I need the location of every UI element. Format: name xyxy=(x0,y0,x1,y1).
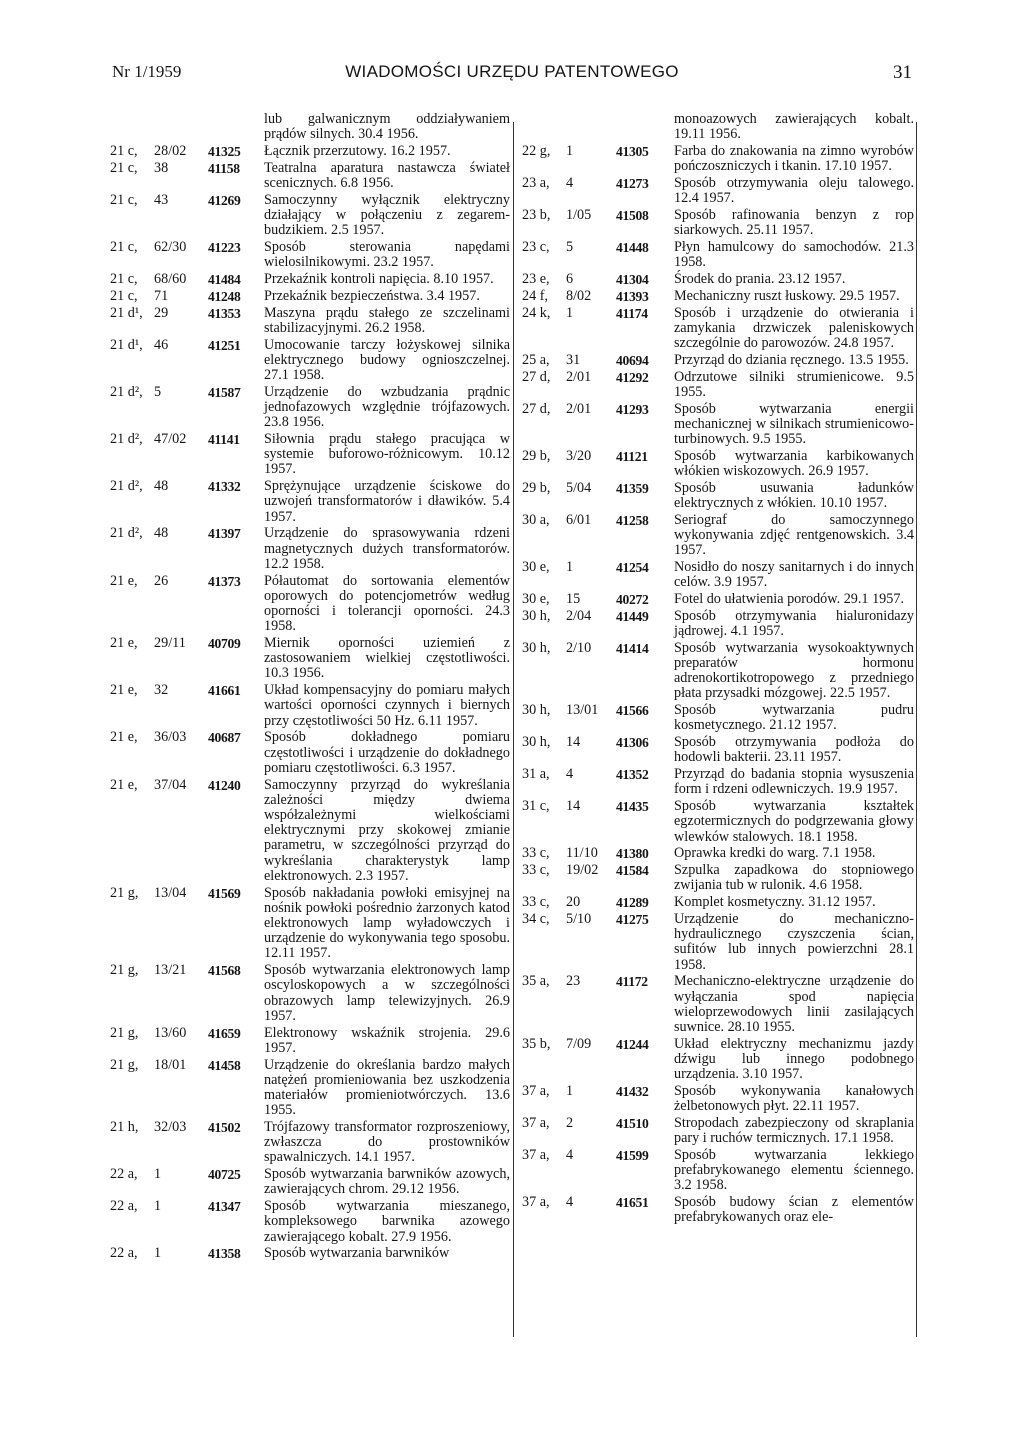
journal-title: WIADOMOŚCI URZĘDU PATENTOWEGO xyxy=(345,62,679,81)
patent-entry xyxy=(522,513,914,559)
patent-group: 5/04 xyxy=(566,479,592,496)
patent-group: 13/04 xyxy=(154,884,187,901)
patent-entry xyxy=(522,353,914,368)
patent-group: 14 xyxy=(566,798,581,815)
patent-title: Płyn hamulcowy do samochodów. 21.3 1958. xyxy=(674,239,914,271)
patent-group: 68/60 xyxy=(154,271,187,287)
patent-number: 41353 xyxy=(208,305,241,321)
patent-number: 41347 xyxy=(208,1199,241,1215)
patent-class: 22 g, xyxy=(522,143,551,159)
patent-group: 15 xyxy=(566,591,581,607)
patent-title: Sposób wytwarzania mieszanego, kompleksowego barwnika azowego zawierającego kobalt. 27.9 1956. xyxy=(264,1198,510,1245)
patent-number: 41373 xyxy=(208,573,241,589)
patent-number: 41289 xyxy=(616,895,649,911)
patent-group: 6 xyxy=(566,271,574,287)
patent-class: 21 e, xyxy=(110,729,138,746)
patent-group: 6/01 xyxy=(566,511,592,528)
patent-class: 29 b, xyxy=(522,479,551,496)
column-divider-right xyxy=(916,122,917,1337)
patent-number: 41258 xyxy=(616,512,649,528)
patent-entry xyxy=(110,432,510,478)
patent-number: 41306 xyxy=(616,735,649,751)
patent-group: 1 xyxy=(566,304,574,321)
patent-group: 2/10 xyxy=(566,639,592,656)
patent-group: 2/04 xyxy=(566,607,592,624)
patent-title: Sposób wytwarzania energii mechanicznej w silnikach strumienicowo-turbinowych. 9.5 1955. xyxy=(674,400,914,447)
patent-entry xyxy=(110,683,510,729)
patent-class: 21 c, xyxy=(110,239,138,255)
patent-title: Samoczynny przyrząd do wykreślania zależności między dwiema współzależnymi wielkościami elektrycznymi przy skokowej zmianie parametru, w szczególności przyrząd do wykreślania charakterystyk lamp elektronowych. 2.3 1957. xyxy=(264,776,510,884)
patent-group: 13/21 xyxy=(154,962,187,979)
patent-group: 1/05 xyxy=(566,207,592,223)
patent-class: 21 g, xyxy=(110,884,139,901)
patent-entry xyxy=(522,289,914,304)
patent-title: Sposób wytwarzania karbikowanych włókien wiskozowych. 26.9 1957. xyxy=(674,447,914,479)
patent-title: Miernik oporności uziemień z zastosowaniem wielkiej częstotliwości. 10.3 1956. xyxy=(264,635,510,682)
patent-group: 2/01 xyxy=(566,368,592,385)
patent-group: 1 xyxy=(566,1083,574,1100)
patent-number: 41174 xyxy=(616,305,648,321)
patent-number: 41587 xyxy=(208,384,241,400)
patent-entry xyxy=(110,526,510,572)
patent-number: 41661 xyxy=(208,683,241,699)
patent-class: 21 e, xyxy=(110,572,138,589)
patent-entry xyxy=(522,402,914,448)
patent-group: 5 xyxy=(154,383,162,400)
patent-entry xyxy=(522,1116,914,1146)
patent-group: 29 xyxy=(154,304,169,321)
patent-number: 41244 xyxy=(616,1036,649,1052)
patent-class: 23 e, xyxy=(522,271,550,287)
patent-title: Szpulka zapadkowa do stopniowego zwijania tub w rulonik. 4.6 1958. xyxy=(674,862,914,894)
patent-group: 13/60 xyxy=(154,1024,187,1041)
patent-entry xyxy=(522,370,914,400)
patent-class: 37 a, xyxy=(522,1115,550,1132)
patent-class: 30 a, xyxy=(522,511,550,528)
patent-title: Fotel do ułatwienia porodów. 29.1 1957. xyxy=(674,591,904,607)
patent-class: 22 a, xyxy=(110,1245,138,1262)
patent-number: 41380 xyxy=(616,846,649,862)
patent-class: 21 d¹, xyxy=(110,336,143,353)
patent-class: 30 h, xyxy=(522,734,551,751)
patent-title: Mechaniczno-elektryczne urządzenie do wyłączania spod napięcia wieloprzewodowych linii zasilających suwnice. 28.10 1955. xyxy=(674,973,914,1036)
patent-title: Sposób wytwarzania wysokoaktywnych preparatów hormonu adrenokortikotropowego z przedniego płata przysadki mózgowej. 22.5 1957. xyxy=(674,639,914,702)
patent-title: Siłownia prądu stałego pracująca w systemie buforowo-różnicowym. 10.12 1957. xyxy=(264,431,510,478)
patent-title: Półautomat do sortowania elementów oporowych do potencjometrów według oporności i tolerancji oporności. 24.3 1958. xyxy=(264,572,510,635)
patent-number: 41248 xyxy=(208,288,241,304)
patent-entry xyxy=(522,176,914,206)
patent-title: Przekaźnik bezpieczeństwa. 3.4 1957. xyxy=(264,287,480,304)
patent-group: 32/03 xyxy=(154,1119,187,1136)
patent-title: Mechaniczny ruszt łuskowy. 29.5 1957. xyxy=(674,287,900,304)
patent-title: Przyrząd do badania stopnia wysuszenia form i rdzeni odlewniczych. 19.9 1957. xyxy=(674,766,914,798)
patent-number: 41414 xyxy=(616,640,649,656)
patent-group: 71 xyxy=(154,287,169,304)
patent-number: 40709 xyxy=(208,636,241,652)
patent-title: Urządzenie do mechaniczno-hydraulicznego czyszczenia ścian, sufitów lub innych powierzchni 28.1 1958. xyxy=(674,911,914,973)
patent-title: Sposób wykonywania kanałowych żelbetonowych płyt. 22.11 1957. xyxy=(674,1083,914,1115)
patent-entry xyxy=(522,846,914,861)
patent-entry xyxy=(110,289,510,304)
patent-class: 33 c, xyxy=(522,862,550,879)
patent-entry xyxy=(110,479,510,525)
patent-class: 30 h, xyxy=(522,639,551,656)
patent-title: lub galwanicznym oddziaływaniem prądów silnych. 30.4 1956. xyxy=(264,111,510,143)
patent-class: 21 d¹, xyxy=(110,304,143,321)
patent-entry xyxy=(522,799,914,845)
patent-class: 24 f, xyxy=(522,287,549,304)
patent-number: 41240 xyxy=(208,777,241,793)
patent-group: 5 xyxy=(566,239,574,255)
patent-title: Trójfazowy transformator rozproszeniowy, zwłaszcza do prostowników spawalniczych. 14.1 1957. xyxy=(264,1119,510,1166)
patent-number: 41508 xyxy=(616,208,649,223)
patent-group: 43 xyxy=(154,191,169,208)
patent-number: 41359 xyxy=(616,480,649,496)
patent-group: 48 xyxy=(154,525,169,542)
patent-title: Sposób usuwania ładunków elektrycznych z włókien. 10.10 1957. xyxy=(674,479,914,511)
patent-title: Sposób dokładnego pomiaru częstotliwości i urządzenie do dokładnego pomiaru częstotliwości. 6.3 1957. xyxy=(264,729,510,776)
patent-entry xyxy=(110,574,510,635)
patent-group: 46 xyxy=(154,336,169,353)
patent-title: Urządzenie do określania bardzo małych natężeń promieniowania bez uszkodzenia materiałów promieniotwórczych. 13.6 1955. xyxy=(264,1056,510,1119)
patent-group: 20 xyxy=(566,894,581,911)
patent-number: 41435 xyxy=(616,799,649,815)
patent-entry xyxy=(522,306,914,352)
patent-class: 25 a, xyxy=(522,351,550,368)
patent-title: Stropodach zabezpieczony od skraplania pary i ruchów termicznych. 17.1 1958. xyxy=(674,1115,914,1147)
patent-title: Sposób nakładania powłoki emisyjnej na nośnik powłoki pośrednio żarzonych katod elektronowych lamp wyładowczych i urządzenie do wykonywania tego sposobu. 12.11 1957. xyxy=(264,884,510,962)
patent-entry xyxy=(110,338,510,384)
patent-number: 41269 xyxy=(208,192,241,208)
patent-title: Sposób otrzymywania podłoża do hodowli bakterii. 23.11 1957. xyxy=(674,734,914,766)
patent-title: Seriograf do samoczynnego wykonywania zdjęć rentgenowskich. 3.4 1957. xyxy=(674,511,914,559)
patent-class: 21 c, xyxy=(110,287,138,304)
patent-class: 21 e, xyxy=(110,682,138,699)
patent-group: 4 xyxy=(566,1147,574,1164)
patent-class: 27 d, xyxy=(522,400,551,417)
patent-entry xyxy=(110,240,510,270)
patent-title: Sposób otrzymywania hialuronidazy jądrowej. 4.1 1957. xyxy=(674,607,914,639)
patent-number: 41510 xyxy=(616,1116,649,1132)
page-header xyxy=(112,62,912,90)
patent-group: 1 xyxy=(566,559,574,575)
patent-class: 21 g, xyxy=(110,1024,139,1041)
patent-class: 22 a, xyxy=(110,1166,138,1183)
patent-entry xyxy=(522,974,914,1035)
patent-group: 3/20 xyxy=(566,447,592,464)
patent-number: 41569 xyxy=(208,885,241,901)
patent-title: Samoczynny wyłącznik elektryczny działający w połączeniu z zegarem-budzikiem. 2.5 1957. xyxy=(264,191,510,239)
patent-number: 41304 xyxy=(616,272,649,287)
patent-entry xyxy=(522,912,914,973)
patent-entry xyxy=(110,272,510,287)
patent-group: 4 xyxy=(566,1194,574,1211)
patent-entry xyxy=(110,1199,510,1245)
page-number: 31 xyxy=(893,62,912,83)
patent-entry xyxy=(110,1120,510,1166)
patent-number: 40272 xyxy=(616,592,649,607)
patent-group: 11/10 xyxy=(566,845,598,862)
patent-class: 37 a, xyxy=(522,1083,550,1100)
patent-title: Maszyna prądu stałego ze szczelinami stabilizacyjnymi. 26.2 1958. xyxy=(264,304,510,336)
patent-entry xyxy=(110,1058,510,1119)
patent-entry xyxy=(110,1246,510,1261)
patent-number: 41305 xyxy=(616,144,649,159)
patent-entry xyxy=(522,895,914,910)
patent-title: monoazowych zawierających kobalt. 19.11 1956. xyxy=(674,111,914,143)
patent-entry xyxy=(110,112,510,142)
patent-group: 48 xyxy=(154,478,169,495)
patent-number: 41568 xyxy=(208,963,241,979)
patent-number: 41121 xyxy=(616,448,648,464)
patent-group: 32 xyxy=(154,682,169,699)
patent-title: Nosidło do noszy sanitarnych i do innych celów. 3.9 1957. xyxy=(674,559,914,591)
patent-group: 1 xyxy=(154,1198,162,1215)
patent-entry xyxy=(110,778,510,884)
patent-class: 31 a, xyxy=(522,766,550,783)
patent-class: 23 a, xyxy=(522,175,550,191)
patent-title: Umocowanie tarczy łożyskowej silnika elektrycznego budowy ognioszczelnej. 27.1 1958. xyxy=(264,336,510,383)
patent-entry xyxy=(522,863,914,893)
patent-number: 41566 xyxy=(616,703,649,719)
patent-title: Sprężynujące urządzenie ściskowe do uzwojeń transformatorów i dławików. 5.4 1957. xyxy=(264,478,510,525)
patent-class: 30 e, xyxy=(522,591,550,607)
patent-title: Układ kompensacyjny do pomiaru małych wartości oporności czynnych i biernych przy częstotliwości 50 Hz. 6.11 1957. xyxy=(264,682,510,729)
patent-entry xyxy=(522,609,914,639)
patent-title: Sposób wytwarzania kształtek egzotermicznych do podgrzewania głowy wlewków stalowych. 18.1 1958. xyxy=(674,798,914,845)
patent-title: Sposób otrzymywania oleju talowego. 12.4 1957. xyxy=(674,175,914,207)
patent-title: Sposób wytwarzania elektronowych lamp oscyloskopowych a w szczególności obrazowych lamp telewizyjnych. 26.9 1957. xyxy=(264,962,510,1024)
patent-number: 41158 xyxy=(208,160,240,176)
patent-class: 37 a, xyxy=(522,1194,550,1211)
patent-number: 41659 xyxy=(208,1025,241,1041)
patent-class: 21 g, xyxy=(110,962,139,979)
patent-column-left xyxy=(110,112,510,1263)
patent-title: Łącznik przerzutowy. 16.2 1957. xyxy=(264,143,451,159)
patent-class: 30 h, xyxy=(522,607,551,624)
patent-group: 47/02 xyxy=(154,431,187,447)
patent-entry xyxy=(522,1148,914,1194)
patent-title: Sposób wytwarzania pudru kosmetycznego. 21.12 1957. xyxy=(674,702,914,734)
patent-group: 62/30 xyxy=(154,239,187,255)
patent-title: Oprawka kredki do warg. 7.1 1958. xyxy=(674,845,876,862)
patent-number: 41458 xyxy=(208,1057,241,1073)
patent-number: 40694 xyxy=(616,352,649,368)
patent-class: 37 a, xyxy=(522,1147,550,1164)
patent-number: 41449 xyxy=(616,608,649,624)
patent-class: 21 c, xyxy=(110,143,138,159)
patent-group: 38 xyxy=(154,159,169,176)
patent-entry xyxy=(522,144,914,174)
patent-class: 23 c, xyxy=(522,239,550,255)
patent-class: 21 d², xyxy=(110,525,143,542)
patent-title: Sposób wytwarzania barwników xyxy=(264,1245,450,1262)
patent-title: Teatralna aparatura nastawcza świateł scenicznych. 6.8 1956. xyxy=(264,159,510,191)
patent-number: 40687 xyxy=(208,730,241,746)
patent-entry xyxy=(522,240,914,270)
patent-entry xyxy=(110,636,510,682)
patent-entry xyxy=(522,1195,914,1225)
patent-number: 41502 xyxy=(208,1120,241,1136)
patent-title: Urządzenie do sprasowywania rdzeni magnetycznych dużych transformatorów. 12.2 1958. xyxy=(264,525,510,572)
patent-class: 21 g, xyxy=(110,1056,139,1073)
patent-group: 19/02 xyxy=(566,862,599,879)
patent-group: 28/02 xyxy=(154,143,187,159)
patent-entry xyxy=(522,208,914,238)
patent-title: Elektronowy wskaźnik strojenia. 29.6 1957. xyxy=(264,1024,510,1056)
patent-group: 1 xyxy=(154,1245,162,1262)
patent-class: 21 c, xyxy=(110,271,138,287)
patent-title: Sposób wytwarzania lekkiego prefabrykowanego elementu ściennego. 3.2 1958. xyxy=(674,1147,914,1194)
patent-entry xyxy=(522,1037,914,1083)
patent-title: Sposób rafinowania benzyn z rop siarkowych. 25.11 1957. xyxy=(674,207,914,239)
patent-entry xyxy=(110,730,510,776)
patent-entry xyxy=(110,963,510,1024)
patent-group: 31 xyxy=(566,351,581,368)
patent-entry xyxy=(110,193,510,239)
patent-group: 14 xyxy=(566,734,581,751)
patent-number: 41172 xyxy=(616,974,648,990)
patent-title: Przyrząd do dziania ręcznego. 13.5 1955. xyxy=(674,351,909,368)
patent-class: 29 b, xyxy=(522,447,551,464)
patent-title: Urządzenie do wzbudzania prądnic jednofazowych względnie trójfazowych. 23.8 1956. xyxy=(264,383,510,431)
column-divider xyxy=(513,122,514,1337)
patent-group: 4 xyxy=(566,766,574,783)
patent-group: 18/01 xyxy=(154,1056,187,1073)
patent-number: 41397 xyxy=(208,526,241,542)
patent-number: 41292 xyxy=(616,369,649,385)
patent-entry xyxy=(522,560,914,590)
patent-title: Sposób wytwarzania barwników azowych, zawierających chrom. 29.12 1956. xyxy=(264,1166,510,1198)
patent-title: Układ elektryczny mechanizmu jazdy dźwigu lub innego podobnego urządzenia. 3.10 1957. xyxy=(674,1035,914,1083)
patent-group: 1 xyxy=(566,143,574,159)
patent-number: 41293 xyxy=(616,401,649,417)
patent-number: 41275 xyxy=(616,912,649,927)
patent-number: 41484 xyxy=(208,272,241,287)
patent-number: 41352 xyxy=(616,767,649,783)
patent-entry xyxy=(522,767,914,797)
patent-number: 40725 xyxy=(208,1167,241,1183)
patent-entry xyxy=(522,449,914,479)
patent-number: 41599 xyxy=(616,1148,649,1164)
patent-number: 41251 xyxy=(208,337,241,353)
patent-class: 33 c, xyxy=(522,894,550,911)
patent-number: 41651 xyxy=(616,1195,649,1211)
patent-number: 41358 xyxy=(208,1246,241,1262)
patent-group: 37/04 xyxy=(154,776,187,793)
patent-entry xyxy=(110,144,510,159)
patent-title: Sposób sterowania napędami wielosilnikowymi. 23.2 1957. xyxy=(264,239,510,271)
patent-title: Odrzutowe silniki strumienicowe. 9.5 1955. xyxy=(674,368,914,400)
patent-entry xyxy=(522,735,914,765)
issue-number: Nr 1/1959 xyxy=(112,62,182,81)
patent-class: 30 h, xyxy=(522,702,551,719)
patent-class: 34 c, xyxy=(522,911,550,927)
patent-class: 21 e, xyxy=(110,776,138,793)
patent-class: 21 d², xyxy=(110,431,143,447)
patent-group: 26 xyxy=(154,572,169,589)
patent-column-right xyxy=(522,112,914,1227)
patent-entry xyxy=(522,112,914,142)
patent-class: 22 a, xyxy=(110,1198,138,1215)
patent-number: 41432 xyxy=(616,1084,649,1100)
patent-title: Przekaźnik kontroli napięcia. 8.10 1957. xyxy=(264,271,494,287)
patent-class: 21 e, xyxy=(110,635,138,652)
patent-class: 31 c, xyxy=(522,798,550,815)
patent-class: 24 k, xyxy=(522,304,551,321)
patent-title: Sposób budowy ścian z elementów prefabrykowanych oraz ele- xyxy=(674,1194,914,1226)
patent-group: 13/01 xyxy=(566,702,599,719)
patent-title: Komplet kosmetyczny. 31.12 1957. xyxy=(674,894,876,911)
patent-number: 41223 xyxy=(208,240,241,255)
patent-entry xyxy=(522,1084,914,1114)
patent-entry xyxy=(110,1026,510,1056)
patent-number: 41141 xyxy=(208,432,240,447)
patent-number: 41584 xyxy=(616,863,649,879)
patent-group: 5/10 xyxy=(566,911,592,927)
patent-class: 27 d, xyxy=(522,368,551,385)
patent-number: 41325 xyxy=(208,144,241,159)
patent-class: 30 e, xyxy=(522,559,550,575)
patent-number: 41448 xyxy=(616,240,649,255)
patent-entry xyxy=(522,272,914,287)
patent-number: 41254 xyxy=(616,560,649,575)
patent-class: 21 c, xyxy=(110,191,138,208)
patent-entry xyxy=(522,481,914,511)
patent-class: 21 h, xyxy=(110,1119,139,1136)
patent-number: 41273 xyxy=(616,176,649,191)
patent-entry xyxy=(110,1167,510,1197)
patent-entry xyxy=(110,306,510,336)
patent-class: 21 d², xyxy=(110,478,143,495)
patent-number: 41393 xyxy=(616,288,649,304)
patent-number: 41332 xyxy=(208,479,241,495)
patent-class: 33 c, xyxy=(522,845,550,862)
patent-group: 8/02 xyxy=(566,287,592,304)
patent-entry xyxy=(522,703,914,733)
patent-group: 23 xyxy=(566,973,581,990)
patent-group: 1 xyxy=(154,1166,162,1183)
patent-class: 21 c, xyxy=(110,159,138,176)
patent-group: 4 xyxy=(566,175,574,191)
patent-class: 35 b, xyxy=(522,1035,551,1052)
patent-group: 36/03 xyxy=(154,729,187,746)
patent-group: 29/11 xyxy=(154,635,186,652)
patent-group: 2/01 xyxy=(566,400,592,417)
patent-entry xyxy=(522,592,914,607)
patent-title: Farba do znakowania na zimno wyrobów pończoszniczych i tkanin. 17.10 1957. xyxy=(674,143,914,175)
patent-group: 2 xyxy=(566,1115,574,1132)
patent-title: Sposób i urządzenie do otwierania i zamykania drzwiczek paleniskowych szczególnie do parowozów. 24.8 1957. xyxy=(674,304,914,351)
patent-entry xyxy=(110,385,510,431)
patent-class: 35 a, xyxy=(522,973,550,990)
patent-class: 21 d², xyxy=(110,383,143,400)
patent-entry xyxy=(522,641,914,702)
patent-entry xyxy=(110,886,510,962)
patent-group: 7/09 xyxy=(566,1035,592,1052)
patent-class: 23 b, xyxy=(522,207,551,223)
patent-entry xyxy=(110,161,510,191)
patent-title: Środek do prania. 23.12 1957. xyxy=(674,271,846,287)
